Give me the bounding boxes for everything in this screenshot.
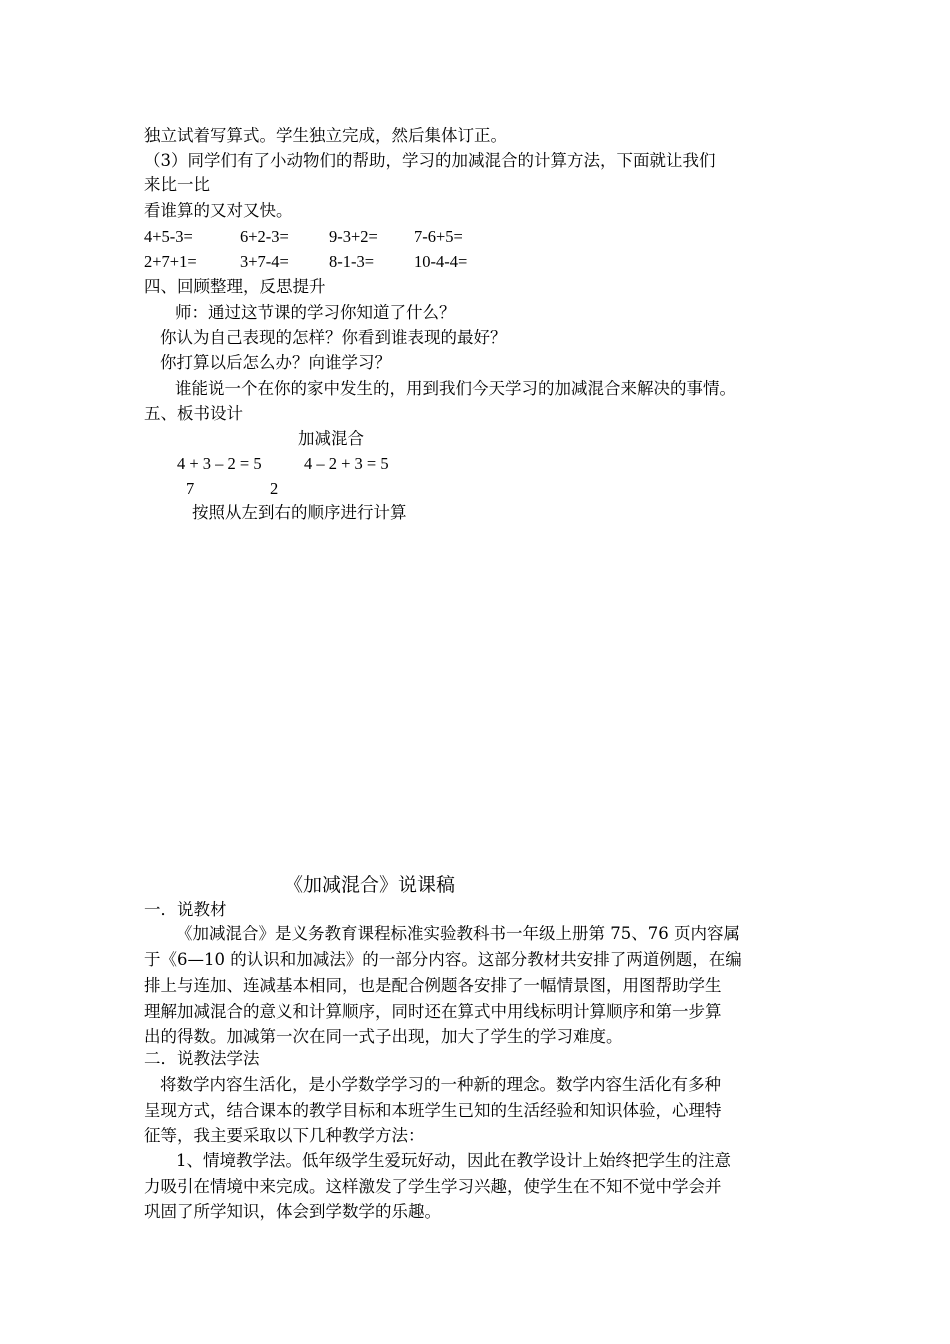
section2-line: 巩固了所学知识，体会到学数学的乐趣。 <box>144 1202 441 1221</box>
exercise-7: 8-1-3= <box>329 252 375 271</box>
review-question-3: 你打算以后怎么办？向谁学习？ <box>160 353 391 372</box>
section2-line: 征等，我主要采取以下几种教学方法： <box>144 1126 425 1145</box>
section2-line: 1、情境教学法。低年级学生爱玩好动，因此在教学设计上始终把学生的注意 <box>176 1151 731 1170</box>
exercise-3: 9-3+2= <box>329 227 378 246</box>
exercise-4: 7-6+5= <box>414 227 463 246</box>
lecture-title: 《加减混合》说课稿 <box>284 874 456 896</box>
review-question-2: 你认为自己表现的怎样？你看到谁表现的最好？ <box>160 328 507 347</box>
section2-line: 呈现方式，结合课本的教学目标和本班学生已知的生活经验和知识体验，心理特 <box>144 1101 722 1120</box>
exercise-8: 10-4-4= <box>414 252 468 271</box>
intro-line: 独立试着写算式。学生独立完成，然后集体订正。 <box>144 126 507 145</box>
exercise-5: 2+7+1= <box>144 252 197 271</box>
section2-line: 将数学内容生活化，是小学数学学习的一种新的理念。数学内容生活化有多种 <box>160 1075 721 1094</box>
section1-line: 排上与连加、连减基本相同，也是配合例题各安排了一幅情景图，用图帮助学生 <box>144 976 722 995</box>
section1-line: 理解加减混合的意义和计算顺序，同时还在算式中用线标明计算顺序和第一步算 <box>144 1002 722 1021</box>
exercise-1: 4+5-3= <box>144 227 193 246</box>
step3-line-3: 看谁算的又对又快。 <box>144 201 293 220</box>
section2-line: 力吸引在情境中来完成。这样激发了学生学习兴趣，使学生在不知不觉中学会并 <box>144 1177 722 1196</box>
section1-line: 于《6—10 的认识和加减法》的一部分内容。这部分教材共安排了两道例题，在编 <box>144 950 742 969</box>
board-intermediate-1: 7 <box>186 479 195 498</box>
board-rule: 按照从左到右的顺序进行计算 <box>192 503 407 522</box>
step3-line-2: 来比一比 <box>144 175 210 194</box>
section1-line: 出的得数。加减第一次在同一式子出现，加大了学生的学习难度。 <box>144 1027 623 1046</box>
exercise-6: 3+7-4= <box>240 252 289 271</box>
section1-heading: 一．说教材 <box>144 900 227 919</box>
board-equation-2: 4 – 2 + 3 = 5 <box>304 454 389 473</box>
board-intermediate-2: 2 <box>270 479 279 498</box>
section5-heading: 五、板书设计 <box>144 404 243 423</box>
review-question-1: 师：通过这节课的学习你知道了什么？ <box>175 303 456 322</box>
board-equation-1: 4 + 3 – 2 = 5 <box>177 454 262 473</box>
exercise-2: 6+2-3= <box>240 227 289 246</box>
board-title: 加减混合 <box>298 429 364 448</box>
section2-heading: 二．说教法学法 <box>144 1049 260 1068</box>
review-question-4: 谁能说一个在你的家中发生的，用到我们今天学习的加减混合来解决的事情。 <box>175 379 736 398</box>
step3-line-1: （3）同学们有了小动物们的帮助，学习的加减混合的计算方法，下面就让我们 <box>144 151 716 170</box>
section4-heading: 四、回顾整理，反思提升 <box>144 277 326 296</box>
section1-line: 《加减混合》是义务教育课程标准实验教科书一年级上册第 75、76 页内容属 <box>176 924 740 943</box>
